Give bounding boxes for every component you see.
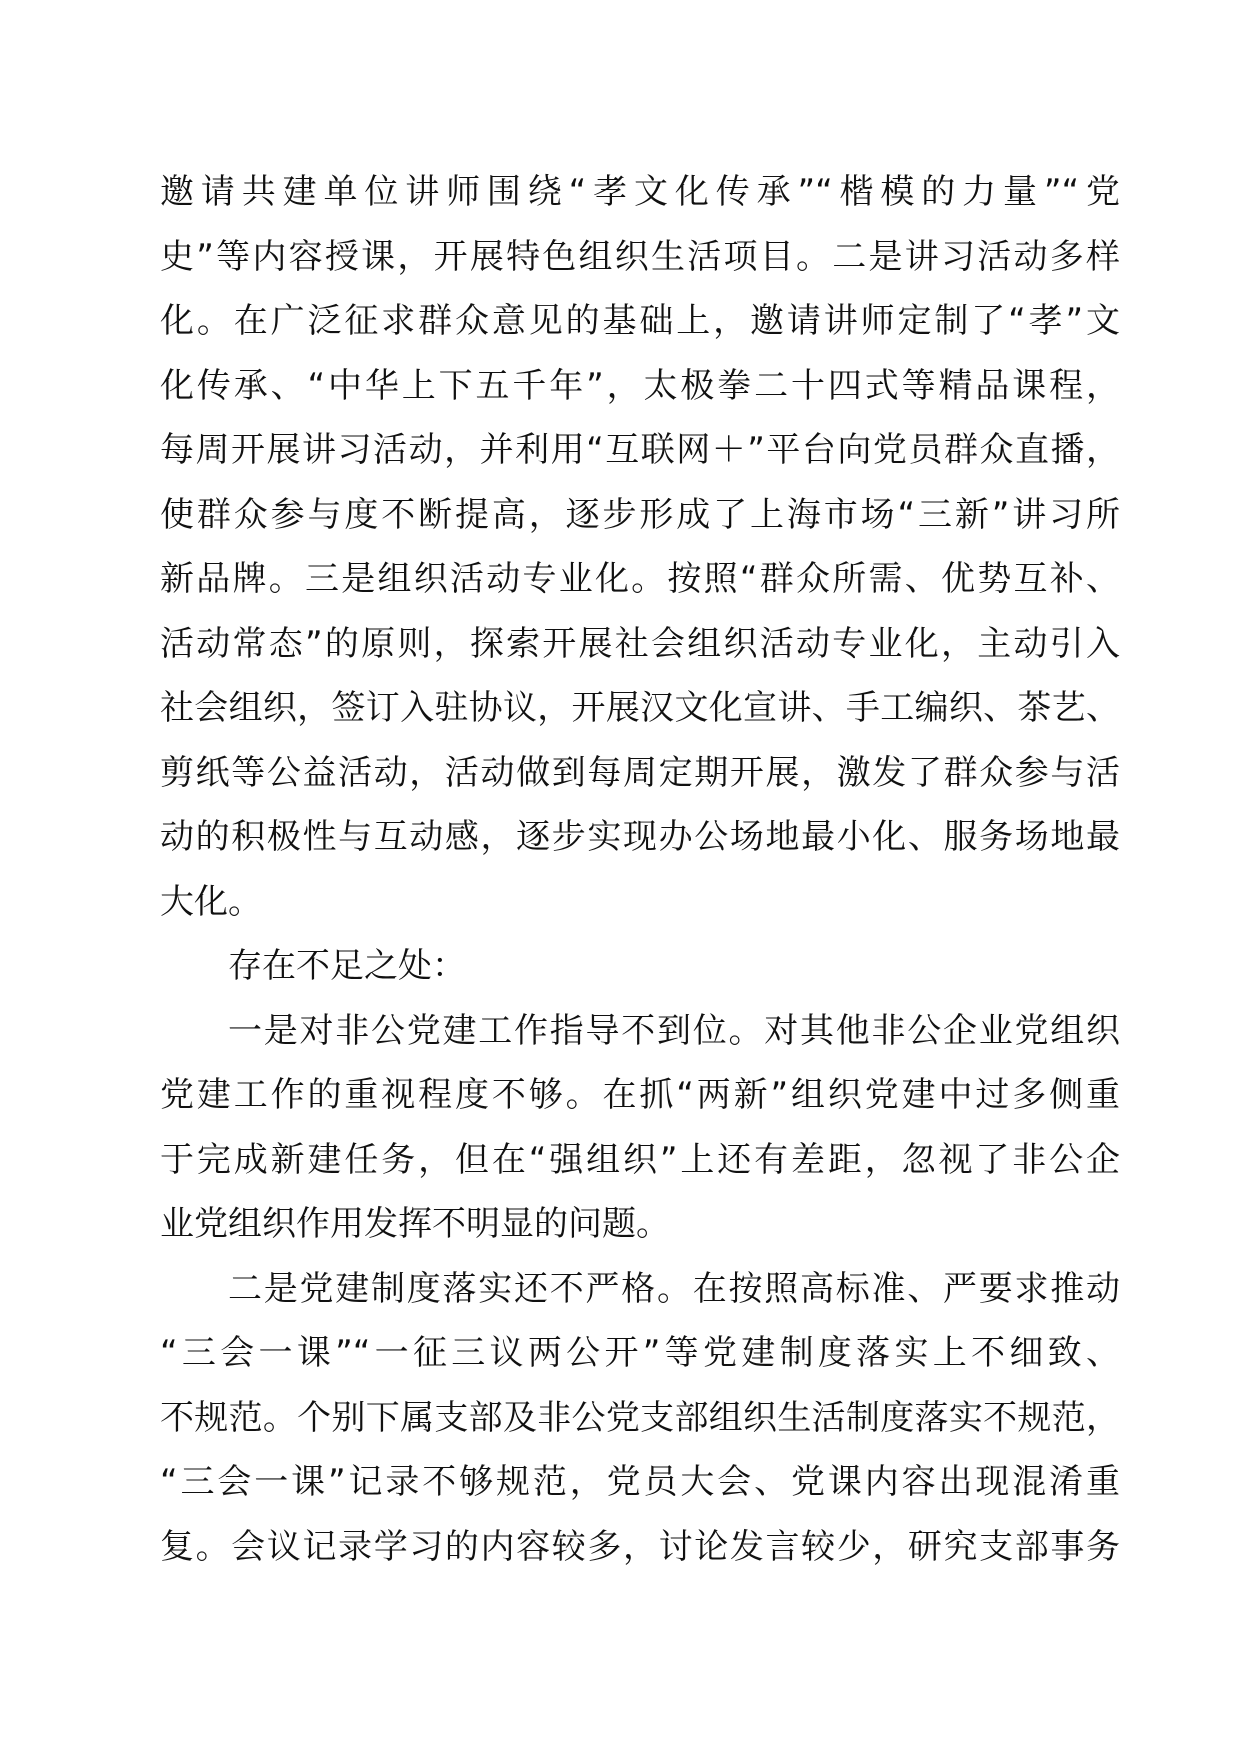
text-line-7: 新品牌。三是组织活动专业化。按照“群众所需、优势互补、 (160, 559, 1120, 599)
text-line-11: 动的积极性与互动感，逐步实现办公场地最小化、服务场地最 (160, 817, 1120, 857)
text-line-21: “三会一课”记录不够规范，党员大会、党课内容出现混淆重 (160, 1462, 1120, 1502)
text-line-8: 活动常态”的原则，探索开展社会组织活动专业化，主动引入 (160, 623, 1120, 664)
text-line-16: 于完成新建任务，但在“强组织”上还有差距，忽视了非公企 (160, 1139, 1120, 1180)
text-line-4: 化传承、“中华上下五千年”，太极拳二十四式等精品课程， (160, 365, 1120, 406)
text-line-20: 不规范。个别下属支部及非公党支部组织生活制度落实不规范， (160, 1397, 1120, 1438)
section-heading-shortcomings: 存在不足之处： (228, 946, 466, 986)
text-line-10: 剪纸等公益活动，活动做到每周定期开展，激发了群众参与活 (160, 752, 1120, 793)
text-line-6: 使群众参与度不断提高，逐步形成了上海市场“三新”讲习所 (160, 494, 1120, 535)
text-line-22: 复。会议记录学习的内容较多，讨论发言较少，研究支部事务 (160, 1526, 1120, 1567)
text-line-2: 史”等内容授课，开展特色组织生活项目。二是讲习活动多样 (160, 236, 1120, 277)
text-line-19: “三会一课”“一征三议两公开”等党建制度落实上不细致、 (160, 1333, 1120, 1373)
text-line-18: 二是党建制度落实还不严格。在按照高标准、严要求推动 (228, 1268, 1120, 1309)
text-line-15: 党建工作的重视程度不够。在抓“两新”组织党建中过多侧重 (160, 1075, 1120, 1115)
text-line-3: 化。在广泛征求群众意见的基础上，邀请讲师定制了“孝”文 (160, 301, 1120, 341)
text-line-9: 社会组织，签订入驻协议，开展汉文化宣讲、手工编织、茶艺、 (160, 688, 1120, 728)
document-page (160, 160, 1120, 1579)
text-line-17: 业党组织作用发挥不明显的问题。 (160, 1204, 670, 1244)
text-line-14: 一是对非公党建工作指导不到位。对其他非公企业党组织 (228, 1010, 1120, 1051)
text-line-1: 邀请共建单位讲师围绕“孝文化传承”“楷模的力量”“党 (160, 172, 1120, 212)
text-line-12: 大化。 (160, 881, 262, 922)
text-line-5: 每周开展讲习活动，并利用“互联网＋”平台向党员群众直播， (160, 430, 1120, 470)
